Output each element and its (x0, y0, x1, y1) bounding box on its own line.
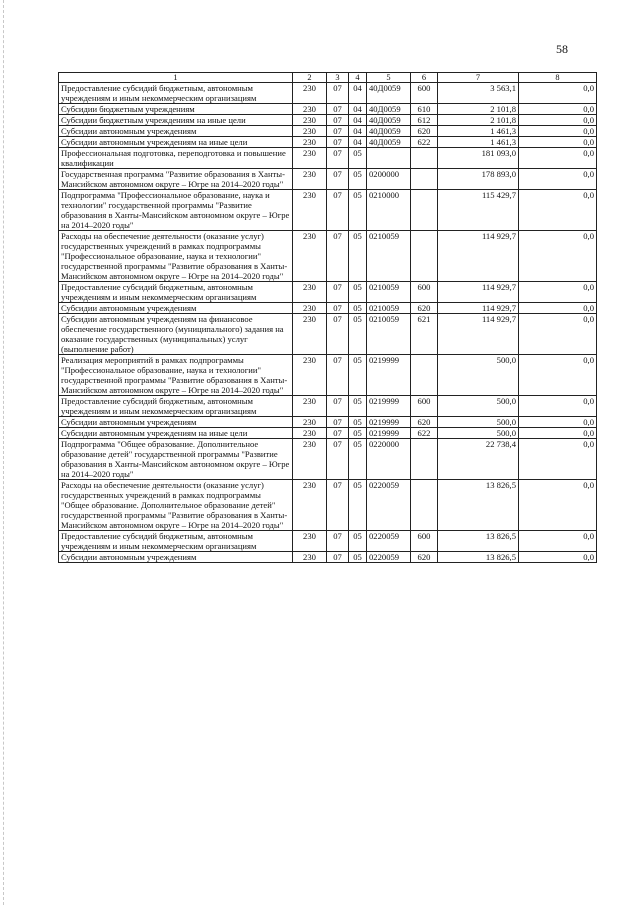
cell-subsection-code: 05 (349, 428, 367, 439)
table-row (59, 417, 597, 428)
cell-amount-secondary: 0,0 (519, 552, 597, 563)
cell-ministry-code: 230 (293, 137, 327, 148)
cell-target-article: 0219999 (367, 417, 411, 428)
cell-expense-type (411, 169, 438, 190)
cell-amount: 500,0 (438, 428, 519, 439)
cell-amount-secondary: 0,0 (519, 126, 597, 137)
cell-expense-type: 620 (411, 552, 438, 563)
page-number: 58 (556, 42, 568, 56)
cell-target-article: 40Д0059 (367, 115, 411, 126)
table-row (59, 303, 597, 314)
cell-section-code: 07 (327, 480, 349, 531)
cell-subsection-code: 05 (349, 148, 367, 169)
cell-expense-type: 612 (411, 115, 438, 126)
cell-amount: 114 929,7 (438, 231, 519, 282)
cell-amount: 22 738,4 (438, 439, 519, 480)
cell-section-code: 07 (327, 104, 349, 115)
table-row (59, 314, 597, 355)
table-header (59, 73, 597, 83)
cell-subsection-code: 04 (349, 137, 367, 148)
cell-target-article: 0219999 (367, 428, 411, 439)
table-row (59, 282, 597, 303)
table-row (59, 439, 597, 480)
cell-description: Государственная программа "Развитие образования в Ханты-Мансийском автономном округе – Югре на 2014–2020 годы" (59, 169, 293, 190)
cell-amount: 2 101,8 (438, 104, 519, 115)
cell-description: Субсидии бюджетным учреждениям (59, 104, 293, 115)
cell-amount: 13 826,5 (438, 480, 519, 531)
cell-ministry-code: 230 (293, 190, 327, 231)
header-col-3: 3 (327, 73, 349, 83)
cell-amount: 114 929,7 (438, 282, 519, 303)
table-row (59, 169, 597, 190)
cell-ministry-code: 230 (293, 552, 327, 563)
cell-description: Подпрограмма "Общее образование. Дополнительное образование детей" государственной программы "Развитие образования в Ханты-Мансийском автономном округе – Югре на 2014–2020 годы" (59, 439, 293, 480)
cell-amount: 181 093,0 (438, 148, 519, 169)
cell-amount: 500,0 (438, 396, 519, 417)
cell-target-article: 0200000 (367, 169, 411, 190)
cell-target-article: 0220059 (367, 552, 411, 563)
cell-expense-type: 622 (411, 137, 438, 148)
table-row (59, 231, 597, 282)
cell-amount-secondary: 0,0 (519, 231, 597, 282)
cell-amount-secondary: 0,0 (519, 104, 597, 115)
cell-target-article: 0220000 (367, 439, 411, 480)
cell-amount: 178 893,0 (438, 169, 519, 190)
cell-amount: 3 563,1 (438, 83, 519, 104)
cell-amount: 500,0 (438, 417, 519, 428)
cell-subsection-code: 05 (349, 355, 367, 396)
table-row (59, 190, 597, 231)
cell-description: Субсидии автономным учреждениям на финансовое обеспечение государственного (муниципального) задания на оказание государственных (муниципальных) услуг (выполнение работ) (59, 314, 293, 355)
cell-expense-type: 620 (411, 303, 438, 314)
cell-subsection-code: 05 (349, 439, 367, 480)
table-row (59, 137, 597, 148)
cell-amount-secondary: 0,0 (519, 148, 597, 169)
cell-section-code: 07 (327, 439, 349, 480)
cell-amount: 13 826,5 (438, 531, 519, 552)
cell-section-code: 07 (327, 169, 349, 190)
cell-section-code: 07 (327, 190, 349, 231)
cell-target-article: 40Д0059 (367, 137, 411, 148)
header-col-8: 8 (519, 73, 597, 83)
cell-ministry-code: 230 (293, 417, 327, 428)
cell-amount-secondary: 0,0 (519, 137, 597, 148)
cell-subsection-code: 05 (349, 417, 367, 428)
cell-expense-type: 621 (411, 314, 438, 355)
cell-target-article: 0219999 (367, 355, 411, 396)
cell-subsection-code: 05 (349, 190, 367, 231)
cell-amount-secondary: 0,0 (519, 115, 597, 126)
cell-expense-type: 600 (411, 83, 438, 104)
header-col-6: 6 (411, 73, 438, 83)
cell-amount-secondary: 0,0 (519, 190, 597, 231)
cell-amount: 2 101,8 (438, 115, 519, 126)
scan-edge-mark (3, 0, 5, 905)
cell-section-code: 07 (327, 552, 349, 563)
cell-ministry-code: 230 (293, 428, 327, 439)
cell-subsection-code: 05 (349, 169, 367, 190)
cell-ministry-code: 230 (293, 396, 327, 417)
cell-target-article: 0210059 (367, 303, 411, 314)
cell-ministry-code: 230 (293, 115, 327, 126)
cell-section-code: 07 (327, 314, 349, 355)
cell-subsection-code: 05 (349, 303, 367, 314)
cell-target-article: 0219999 (367, 396, 411, 417)
cell-expense-type: 600 (411, 282, 438, 303)
cell-target-article: 0210000 (367, 190, 411, 231)
cell-ministry-code: 230 (293, 83, 327, 104)
cell-subsection-code: 04 (349, 115, 367, 126)
cell-subsection-code: 04 (349, 104, 367, 115)
cell-amount: 13 826,5 (438, 552, 519, 563)
cell-expense-type: 622 (411, 428, 438, 439)
cell-target-article: 0210059 (367, 314, 411, 355)
cell-section-code: 07 (327, 531, 349, 552)
cell-ministry-code: 230 (293, 355, 327, 396)
cell-description: Субсидии бюджетным учреждениям на иные цели (59, 115, 293, 126)
cell-amount: 114 929,7 (438, 314, 519, 355)
cell-ministry-code: 230 (293, 169, 327, 190)
table-row (59, 428, 597, 439)
cell-subsection-code: 05 (349, 552, 367, 563)
cell-section-code: 07 (327, 83, 349, 104)
budget-table (58, 72, 597, 563)
table-body (59, 83, 597, 563)
cell-target-article: 0220059 (367, 531, 411, 552)
cell-description: Субсидии автономным учреждениям на иные цели (59, 137, 293, 148)
cell-amount-secondary: 0,0 (519, 169, 597, 190)
table-row (59, 552, 597, 563)
cell-target-article: 0220059 (367, 480, 411, 531)
cell-description: Предоставление субсидий бюджетным, автономным учреждениям и иным некоммерческим организациям (59, 83, 293, 104)
cell-section-code: 07 (327, 417, 349, 428)
cell-subsection-code: 05 (349, 231, 367, 282)
cell-description: Расходы на обеспечение деятельности (оказание услуг) государственных учреждений в рамках подпрограммы "Профессиональное образование, наука и технологии" государственной программы "Развитие образования в Ханты-Мансийском автономном округе – Югре на 2014–2020 годы" (59, 231, 293, 282)
cell-description: Профессиональная подготовка, переподготовка и повышение квалификации (59, 148, 293, 169)
cell-section-code: 07 (327, 428, 349, 439)
cell-description: Подпрограмма "Профессиональное образование, наука и технологии" государственной программы "Развитие образования в Ханты-Мансийском автономном округе – Югре на 2014–2020 годы" (59, 190, 293, 231)
cell-amount-secondary: 0,0 (519, 83, 597, 104)
cell-expense-type: 620 (411, 126, 438, 137)
cell-amount: 1 461,3 (438, 137, 519, 148)
cell-amount: 114 929,7 (438, 303, 519, 314)
cell-ministry-code: 230 (293, 439, 327, 480)
cell-subsection-code: 05 (349, 396, 367, 417)
cell-expense-type (411, 190, 438, 231)
cell-amount: 1 461,3 (438, 126, 519, 137)
cell-amount-secondary: 0,0 (519, 480, 597, 531)
cell-expense-type: 600 (411, 396, 438, 417)
table-row (59, 531, 597, 552)
cell-expense-type: 620 (411, 417, 438, 428)
cell-description: Субсидии автономным учреждениям (59, 303, 293, 314)
cell-subsection-code: 05 (349, 282, 367, 303)
cell-expense-type (411, 148, 438, 169)
cell-ministry-code: 230 (293, 282, 327, 303)
cell-section-code: 07 (327, 137, 349, 148)
cell-ministry-code: 230 (293, 480, 327, 531)
cell-amount: 115 429,7 (438, 190, 519, 231)
cell-section-code: 07 (327, 355, 349, 396)
cell-amount-secondary: 0,0 (519, 396, 597, 417)
cell-ministry-code: 230 (293, 104, 327, 115)
cell-expense-type (411, 439, 438, 480)
table-row (59, 396, 597, 417)
cell-target-article: 40Д0059 (367, 126, 411, 137)
cell-description: Субсидии автономным учреждениям (59, 126, 293, 137)
header-col-7: 7 (438, 73, 519, 83)
cell-description: Предоставление субсидий бюджетным, автономным учреждениям и иным некоммерческим организациям (59, 396, 293, 417)
cell-section-code: 07 (327, 115, 349, 126)
cell-amount-secondary: 0,0 (519, 355, 597, 396)
cell-expense-type: 600 (411, 531, 438, 552)
cell-subsection-code: 05 (349, 480, 367, 531)
cell-description: Расходы на обеспечение деятельности (оказание услуг) государственных учреждений в рамках подпрограммы "Общее образование. Дополнительное образование детей" государственной программы "Развитие образования в Ханты-Мансийском автономном округе – Югре на 2014–2020 годы" (59, 480, 293, 531)
cell-expense-type (411, 231, 438, 282)
cell-amount-secondary: 0,0 (519, 428, 597, 439)
cell-description: Реализация мероприятий в рамках подпрограммы "Профессиональное образование, наука и технологии" государственной программы "Развитие образования в Ханты-Мансийском автономном округе – Югре на 2014–2020 годы" (59, 355, 293, 396)
cell-description: Предоставление субсидий бюджетным, автономным учреждениям и иным некоммерческим организациям (59, 531, 293, 552)
cell-section-code: 07 (327, 303, 349, 314)
cell-target-article: 40Д0059 (367, 104, 411, 115)
cell-section-code: 07 (327, 148, 349, 169)
cell-amount-secondary: 0,0 (519, 314, 597, 355)
cell-ministry-code: 230 (293, 231, 327, 282)
cell-description: Субсидии автономным учреждениям (59, 552, 293, 563)
header-col-5: 5 (367, 73, 411, 83)
cell-section-code: 07 (327, 126, 349, 137)
cell-target-article: 40Д0059 (367, 83, 411, 104)
table-row (59, 126, 597, 137)
cell-target-article: 0210059 (367, 231, 411, 282)
cell-description: Субсидии автономным учреждениям на иные цели (59, 428, 293, 439)
cell-amount-secondary: 0,0 (519, 531, 597, 552)
cell-section-code: 07 (327, 231, 349, 282)
cell-expense-type: 610 (411, 104, 438, 115)
cell-subsection-code: 05 (349, 531, 367, 552)
cell-target-article: 0210059 (367, 282, 411, 303)
cell-expense-type (411, 480, 438, 531)
table-row (59, 104, 597, 115)
cell-description: Предоставление субсидий бюджетным, автономным учреждениям и иным некоммерческим организациям (59, 282, 293, 303)
cell-ministry-code: 230 (293, 531, 327, 552)
table-row (59, 355, 597, 396)
cell-amount-secondary: 0,0 (519, 282, 597, 303)
cell-section-code: 07 (327, 282, 349, 303)
table-row (59, 480, 597, 531)
cell-ministry-code: 230 (293, 303, 327, 314)
cell-amount-secondary: 0,0 (519, 417, 597, 428)
cell-subsection-code: 04 (349, 83, 367, 104)
cell-ministry-code: 230 (293, 314, 327, 355)
cell-ministry-code: 230 (293, 126, 327, 137)
cell-subsection-code: 04 (349, 126, 367, 137)
table-row (59, 83, 597, 104)
cell-amount: 500,0 (438, 355, 519, 396)
cell-description: Субсидии автономным учреждениям (59, 417, 293, 428)
header-col-1: 1 (59, 73, 293, 83)
cell-expense-type (411, 355, 438, 396)
table-row (59, 148, 597, 169)
table-row (59, 115, 597, 126)
header-row (59, 73, 597, 83)
cell-ministry-code: 230 (293, 148, 327, 169)
cell-amount-secondary: 0,0 (519, 439, 597, 480)
cell-section-code: 07 (327, 396, 349, 417)
cell-amount-secondary: 0,0 (519, 303, 597, 314)
cell-target-article (367, 148, 411, 169)
header-col-4: 4 (349, 73, 367, 83)
header-col-2: 2 (293, 73, 327, 83)
cell-subsection-code: 05 (349, 314, 367, 355)
